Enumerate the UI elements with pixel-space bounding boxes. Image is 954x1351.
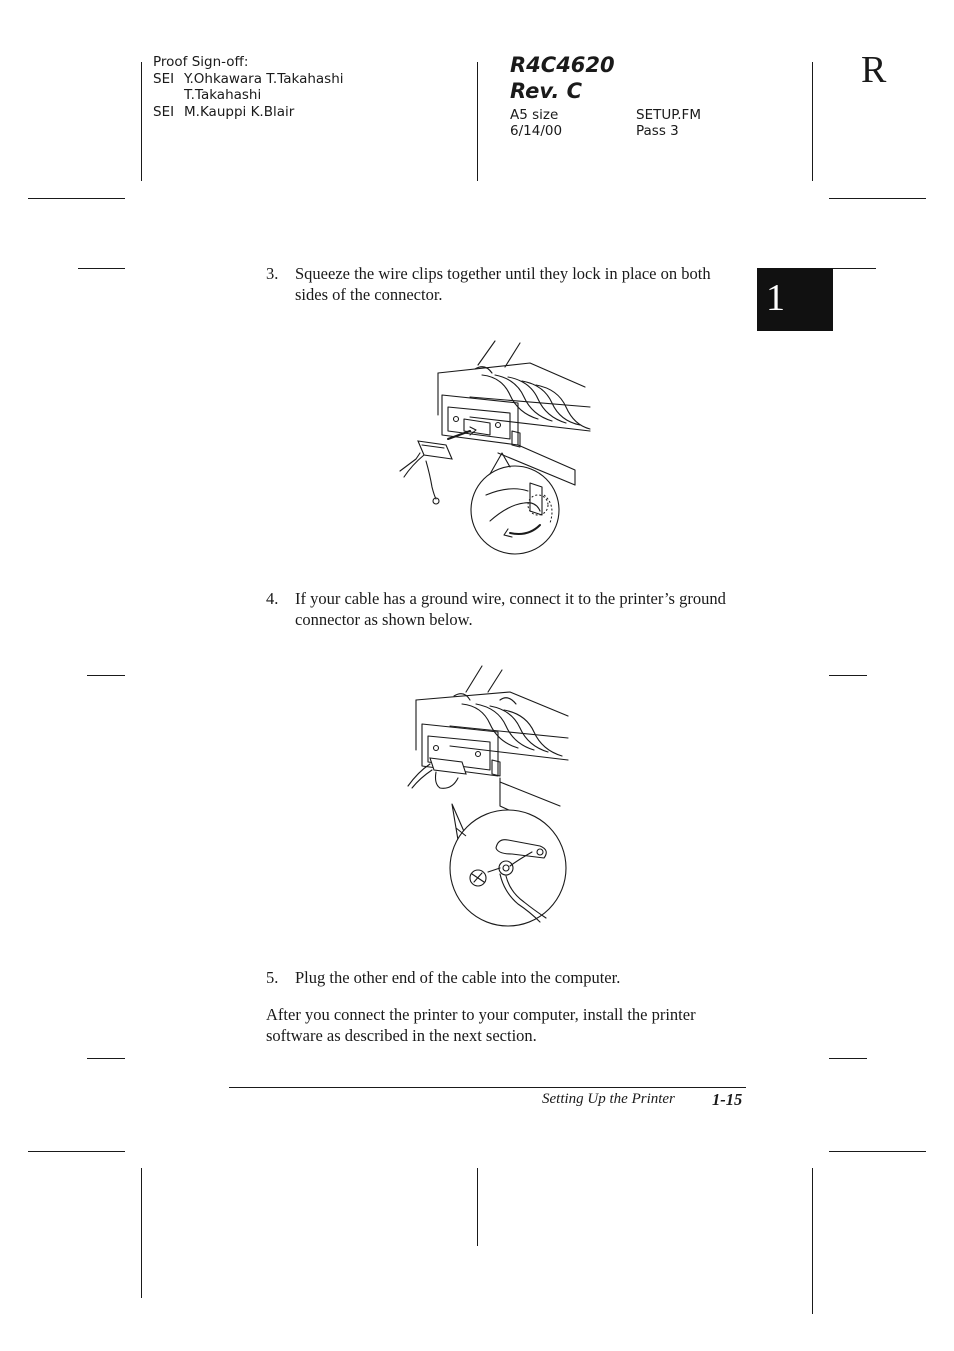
printer-connector-illustration [390, 335, 600, 555]
proof-signoff-row [153, 104, 453, 121]
doc-revision: Rev. C [510, 79, 583, 103]
crop-mark [829, 675, 867, 676]
doc-size: A5 size [510, 107, 559, 123]
crop-mark [812, 62, 813, 181]
doc-date: 6/14/00 [510, 123, 563, 139]
crop-mark [812, 1168, 813, 1314]
crop-mark [829, 1058, 867, 1059]
proof-signoff-block [153, 54, 453, 120]
proof-signoff-row [153, 71, 453, 88]
doc-file: SETUP.FM [636, 107, 701, 123]
signoff-label: SEI [153, 103, 175, 120]
crop-mark [141, 1168, 142, 1298]
step-number: 5. [266, 968, 279, 987]
doc-pass: Pass 3 [636, 123, 679, 139]
crop-mark [829, 1151, 926, 1152]
crop-mark [829, 198, 926, 199]
crop-mark [78, 268, 125, 269]
doc-code: R4C4620 [510, 53, 615, 77]
crop-mark [28, 198, 125, 199]
signoff-names: T.Takahashi [184, 87, 262, 103]
crop-mark [87, 1058, 125, 1059]
corner-letter: R [861, 49, 887, 91]
signoff-names: Y.Ohkawara T.Takahashi [184, 70, 344, 87]
signoff-names: M.Kauppi K.Blair [184, 103, 295, 120]
signoff-label: SEI [153, 70, 175, 87]
ground-wire-illustration [400, 660, 575, 932]
crop-mark [87, 675, 125, 676]
chapter-tab [757, 268, 833, 331]
crop-mark [141, 62, 142, 181]
footer-section: Setting Up the Printer [542, 1091, 675, 1107]
proof-signoff-title: Proof Sign-off: [153, 54, 249, 70]
closing-paragraph: After you connect the printer to your computer, install the printer software as described in the next section. [266, 1005, 696, 1045]
crop-mark [477, 62, 478, 181]
footer-rule [229, 1087, 746, 1088]
crop-mark [833, 268, 876, 269]
chapter-number: 1 [766, 277, 785, 319]
step-number: 3. [266, 264, 279, 283]
proof-signoff-row [153, 87, 453, 104]
step-text: Plug the other end of the cable into the computer. [295, 968, 621, 987]
step-number: 4. [266, 589, 279, 608]
footer-page-number: 1-15 [712, 1090, 743, 1109]
step-text: If your cable has a ground wire, connect it to the printer’s ground connector as shown below. [295, 589, 726, 629]
step-text: Squeeze the wire clips together until they lock in place on both sides of the connector. [295, 264, 711, 304]
crop-mark [477, 1168, 478, 1246]
crop-mark [28, 1151, 125, 1152]
